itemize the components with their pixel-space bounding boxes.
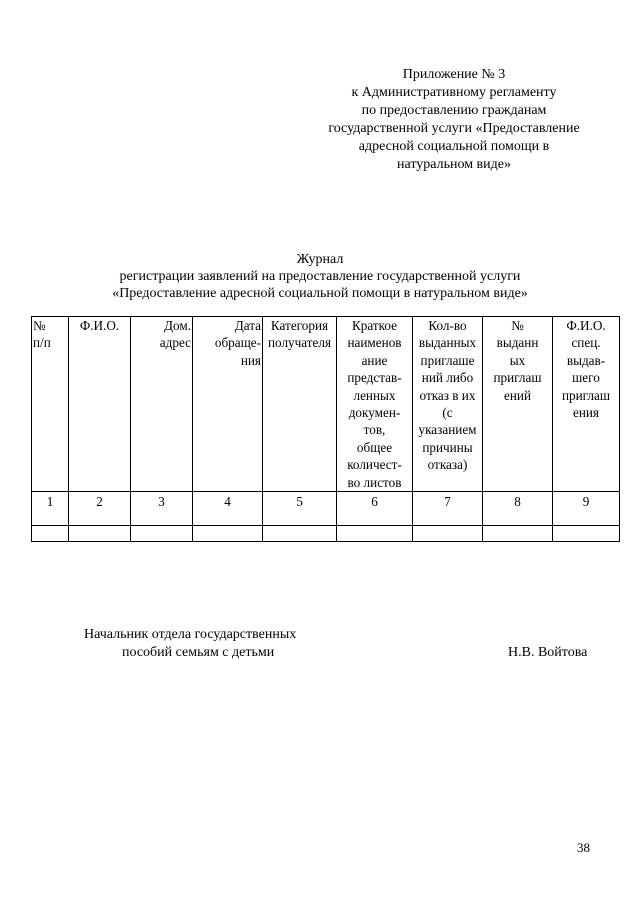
journal-heading	[20, 251, 620, 302]
column-number-cell: 9	[553, 492, 620, 526]
empty-cell	[69, 526, 131, 542]
column-number-cell: 2	[69, 492, 131, 526]
header-cell-date: Дата обраще- ния	[193, 317, 263, 492]
header-cell-invitation-numbers: № выданн ых приглаш ений	[483, 317, 553, 492]
journal-title: Журнал	[296, 252, 344, 267]
signer-name: Н.В. Войтова	[508, 645, 588, 660]
empty-cell	[131, 526, 193, 542]
journal-subtitle-line2: «Предоставление адресной социальной помощи в натуральном виде»	[112, 286, 528, 301]
appendix-header	[300, 66, 608, 174]
header-cell-address: Дом. адрес	[131, 317, 193, 492]
empty-cell	[193, 526, 263, 542]
column-number-cell: 4	[193, 492, 263, 526]
empty-cell	[32, 526, 69, 542]
column-number-cell: 1	[32, 492, 69, 526]
appendix-line: адресной социальной помощи в	[358, 139, 550, 154]
column-number-cell: 5	[263, 492, 337, 526]
header-cell-number: № п/п	[32, 317, 69, 492]
column-number-cell: 3	[131, 492, 193, 526]
registration-table	[31, 316, 620, 542]
empty-cell	[413, 526, 483, 542]
appendix-line: натуральном виде»	[396, 157, 511, 172]
column-number-cell: 6	[337, 492, 413, 526]
table-header-row	[32, 317, 620, 492]
empty-cell	[483, 526, 553, 542]
empty-cell	[337, 526, 413, 542]
header-cell-invitations-count: Кол-во выданных приглаше ний либо отказ в их (с указанием причины отказа)	[413, 317, 483, 492]
position-line: Начальник отдела государственных	[84, 627, 297, 642]
column-numbers-row	[32, 492, 620, 526]
appendix-line: по предоставлению гражданам	[361, 103, 547, 118]
appendix-line: к Административному регламенту	[351, 85, 557, 100]
signature-position	[84, 626, 296, 662]
appendix-line: Приложение № 3	[402, 67, 506, 82]
position-line: пособий семьям с детьми	[122, 645, 275, 660]
appendix-line: государственной услуги «Предоставление	[328, 121, 580, 136]
empty-cell	[263, 526, 337, 542]
header-cell-specialist: Ф.И.О. спец. выдав- шего приглаш ения	[553, 317, 620, 492]
column-number-cell: 7	[413, 492, 483, 526]
header-cell-fio: Ф.И.О.	[69, 317, 131, 492]
column-number-cell: 8	[483, 492, 553, 526]
empty-table-row	[32, 526, 620, 542]
header-cell-category: Категория получателя	[263, 317, 337, 492]
page-number: 38	[577, 840, 590, 855]
empty-cell	[553, 526, 620, 542]
header-cell-documents: Краткое наименов ание представ- ленных докумен- тов, общее количест- во листов	[337, 317, 413, 492]
journal-subtitle-line1: регистрации заявлений на предоставление государственной услуги	[119, 269, 521, 284]
